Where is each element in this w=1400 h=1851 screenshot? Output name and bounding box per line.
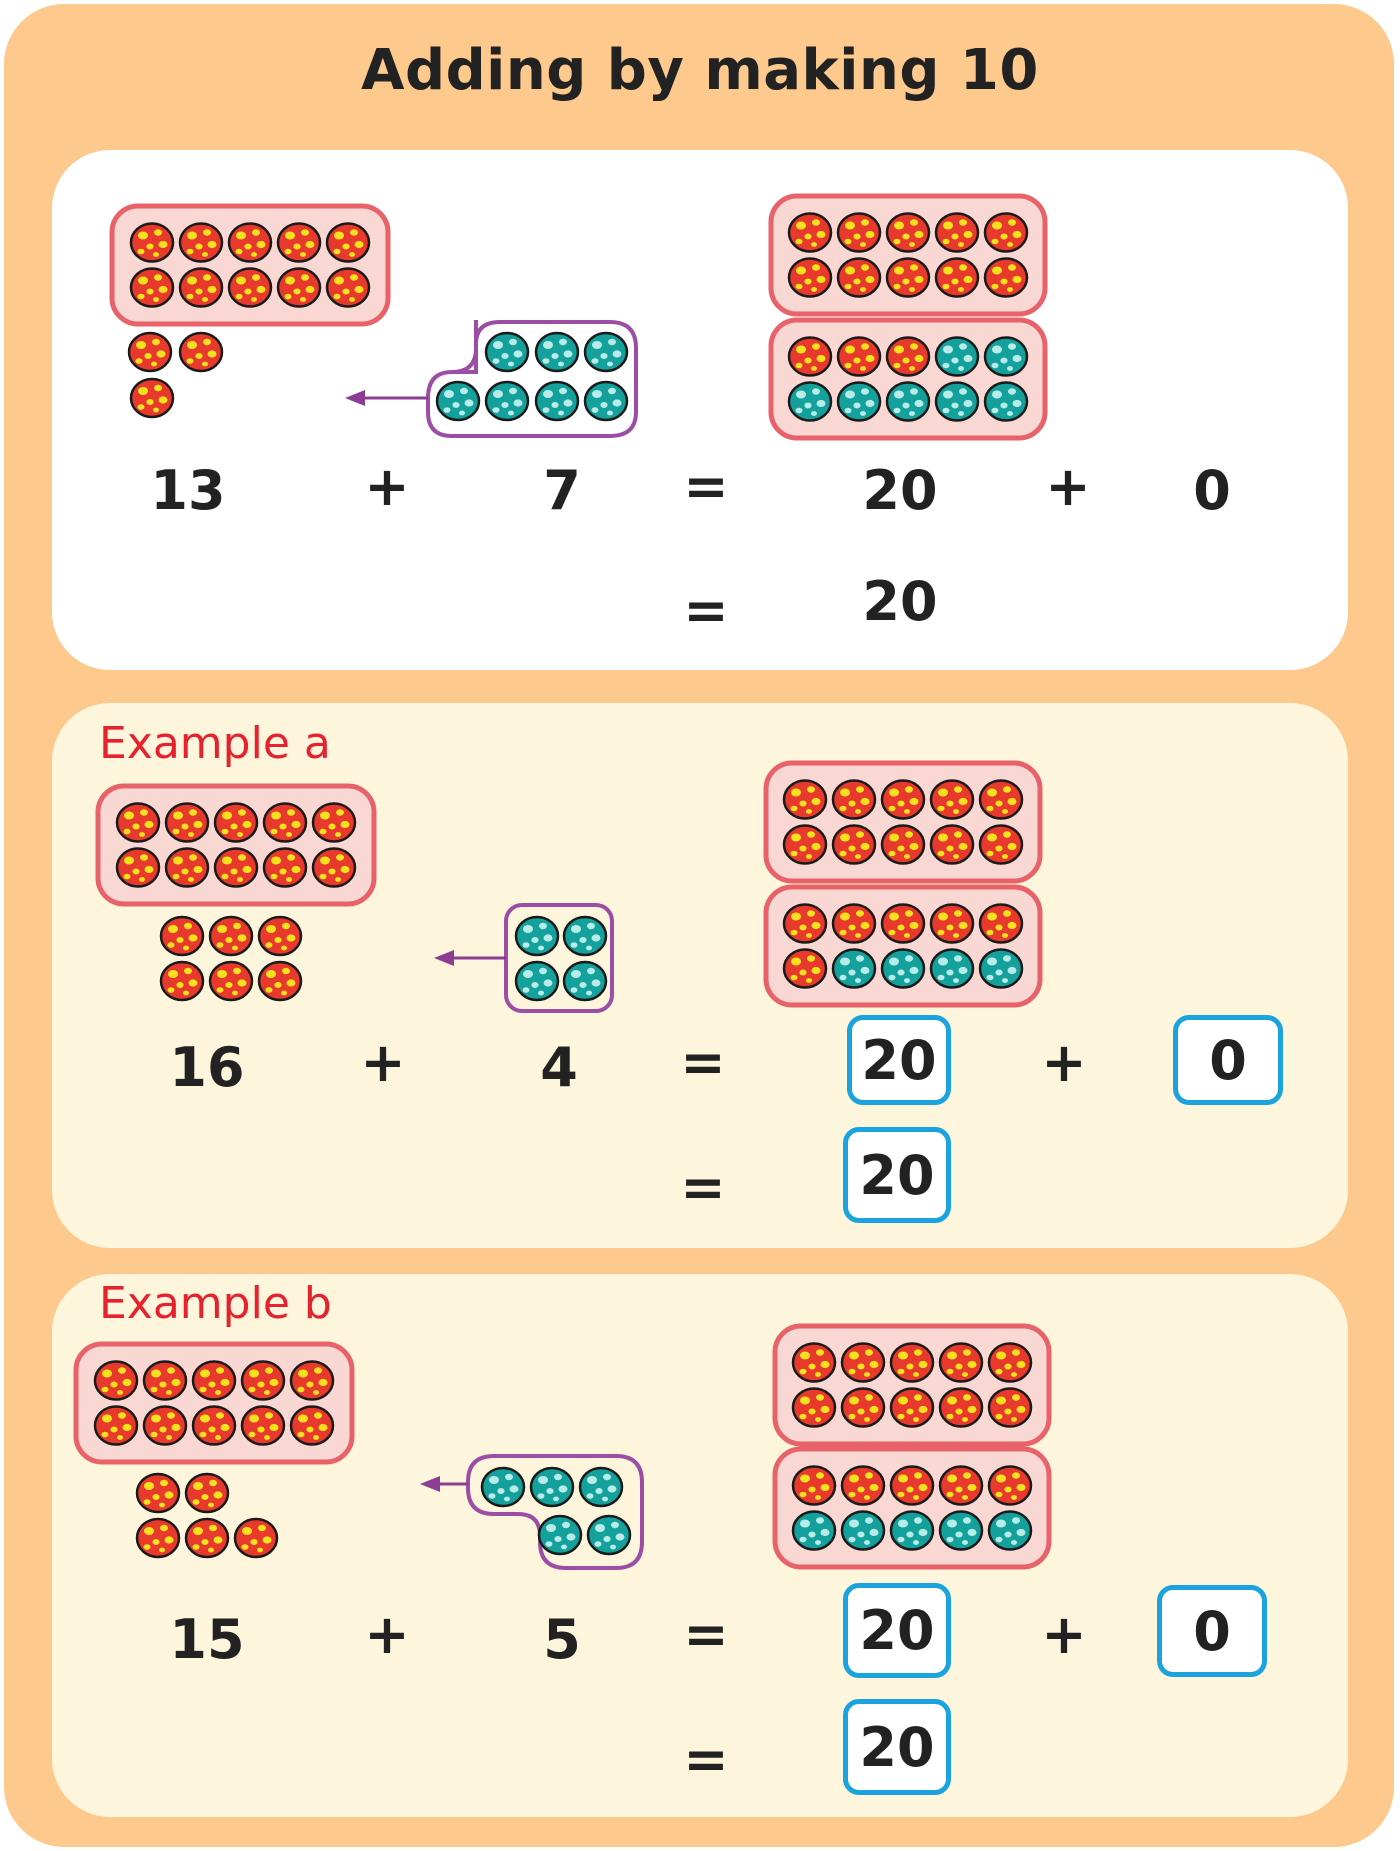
red-counter-icon — [137, 1519, 179, 1557]
teal-counter-icon — [842, 1512, 884, 1550]
red-counter-icon — [117, 804, 159, 842]
red-counter-icon — [882, 781, 924, 819]
red-counter-icon — [784, 950, 826, 988]
red-counter-icon — [887, 214, 929, 252]
red-counter-icon — [838, 338, 880, 376]
example-a-total-box: 20 — [843, 1127, 951, 1223]
red-counter-icon — [789, 338, 831, 376]
red-counter-icon — [931, 905, 973, 943]
teal-counter-icon — [588, 1516, 630, 1554]
red-counter-icon — [793, 1389, 835, 1427]
red-counter-icon — [95, 1362, 137, 1400]
red-counter-icon — [887, 259, 929, 297]
intro-plus-2: + — [1045, 455, 1091, 518]
red-counter-icon — [313, 804, 355, 842]
red-counter-icon — [833, 826, 875, 864]
red-counter-icon — [131, 224, 173, 262]
red-counter-icon — [833, 905, 875, 943]
teal-counter-icon — [931, 950, 973, 988]
example-a-plus-2: + — [1041, 1031, 1087, 1094]
teal-counter-icon — [580, 1468, 622, 1506]
teal-counter-icon — [887, 383, 929, 421]
red-counter-icon — [940, 1389, 982, 1427]
teal-counter-icon — [516, 917, 558, 955]
red-counter-icon — [784, 781, 826, 819]
red-counter-icon — [278, 224, 320, 262]
red-counter-icon — [891, 1344, 933, 1382]
red-counter-icon — [161, 962, 203, 1000]
example-b-plus-1: + — [364, 1603, 410, 1666]
example-b-tens-box: 20 — [843, 1583, 951, 1678]
page-title: Adding by making 10 — [361, 38, 1039, 103]
red-counter-icon — [186, 1474, 228, 1512]
red-counter-icon — [229, 224, 271, 262]
teal-counter-icon — [882, 950, 924, 988]
red-counter-icon — [291, 1407, 333, 1445]
red-counter-icon — [210, 962, 252, 1000]
red-counter-icon — [242, 1407, 284, 1445]
red-counter-icon — [278, 269, 320, 307]
red-counter-icon — [291, 1362, 333, 1400]
intro-equals-1: = — [683, 455, 729, 518]
teal-counter-icon — [486, 333, 528, 371]
example-b-total-box: 20 — [843, 1699, 951, 1795]
red-counter-icon — [882, 905, 924, 943]
red-counter-icon — [891, 1467, 933, 1505]
red-counter-icon — [838, 259, 880, 297]
teal-counter-icon — [980, 950, 1022, 988]
teal-counter-icon — [891, 1512, 933, 1550]
red-counter-icon — [180, 224, 222, 262]
red-counter-icon — [264, 849, 306, 887]
red-counter-icon — [210, 917, 252, 955]
red-counter-icon — [789, 259, 831, 297]
red-counter-icon — [882, 826, 924, 864]
arrow-left-icon — [434, 950, 454, 966]
red-counter-icon — [784, 905, 826, 943]
red-counter-icon — [144, 1362, 186, 1400]
red-counter-icon — [229, 269, 271, 307]
teal-counter-icon — [833, 950, 875, 988]
red-counter-icon — [985, 214, 1027, 252]
red-counter-icon — [936, 259, 978, 297]
example-b-equals-1: = — [683, 1603, 729, 1666]
red-counter-icon — [180, 269, 222, 307]
red-counter-icon — [215, 849, 257, 887]
intro-ones: 0 — [1193, 459, 1231, 522]
red-counter-icon — [931, 781, 973, 819]
teal-counter-icon — [838, 383, 880, 421]
example-a-equals-1: = — [680, 1031, 726, 1094]
example-b-addend-2: 5 — [543, 1608, 581, 1671]
example-a-tens-box: 20 — [847, 1015, 951, 1105]
intro-plus-1: + — [364, 455, 410, 518]
red-counter-icon — [784, 826, 826, 864]
teal-counter-icon — [536, 333, 578, 371]
red-counter-icon — [242, 1362, 284, 1400]
red-counter-icon — [131, 269, 173, 307]
red-counter-icon — [144, 1407, 186, 1445]
teal-counter-icon — [793, 1512, 835, 1550]
teal-counter-icon — [516, 962, 558, 1000]
red-counter-icon — [842, 1344, 884, 1382]
teal-counter-icon — [940, 1512, 982, 1550]
red-counter-icon — [259, 917, 301, 955]
teal-counter-icon — [531, 1468, 573, 1506]
teal-counter-icon — [789, 383, 831, 421]
red-counter-icon — [129, 333, 171, 371]
red-counter-icon — [327, 224, 369, 262]
teal-counter-icon — [585, 382, 627, 420]
example-a-label: Example a — [99, 718, 331, 769]
intro-equals-2: = — [683, 579, 729, 642]
red-counter-icon — [842, 1389, 884, 1427]
red-counter-icon — [235, 1519, 277, 1557]
red-counter-icon — [327, 269, 369, 307]
arrow-left-icon — [345, 390, 365, 406]
red-counter-icon — [838, 214, 880, 252]
teal-counter-icon — [989, 1512, 1031, 1550]
example-b-equals-2: = — [683, 1728, 729, 1791]
teal-counter-icon — [437, 382, 479, 420]
intro-total: 20 — [862, 570, 938, 633]
example-a-plus-1: + — [360, 1031, 406, 1094]
red-counter-icon — [313, 849, 355, 887]
red-counter-icon — [166, 849, 208, 887]
example-a-equals-2: = — [680, 1156, 726, 1219]
red-counter-icon — [842, 1467, 884, 1505]
red-counter-icon — [793, 1344, 835, 1382]
red-counter-icon — [789, 214, 831, 252]
red-counter-icon — [131, 379, 173, 417]
example-b-label: Example b — [99, 1278, 332, 1329]
red-counter-icon — [180, 333, 222, 371]
red-counter-icon — [161, 917, 203, 955]
teal-counter-icon — [536, 382, 578, 420]
teal-counter-icon — [936, 338, 978, 376]
red-counter-icon — [833, 781, 875, 819]
example-a-addend-2: 4 — [540, 1036, 578, 1099]
teal-counter-icon — [564, 917, 606, 955]
intro-addend-1: 13 — [150, 459, 226, 522]
red-counter-icon — [980, 826, 1022, 864]
red-counter-icon — [117, 849, 159, 887]
red-counter-icon — [940, 1344, 982, 1382]
red-counter-icon — [980, 781, 1022, 819]
red-counter-icon — [793, 1467, 835, 1505]
red-counter-icon — [215, 804, 257, 842]
intro-addend-2: 7 — [543, 459, 581, 522]
example-a-ones-box: 0 — [1173, 1015, 1283, 1105]
red-counter-icon — [95, 1407, 137, 1445]
red-counter-icon — [989, 1467, 1031, 1505]
example-b-ones-box: 0 — [1157, 1585, 1267, 1677]
red-counter-icon — [940, 1467, 982, 1505]
red-counter-icon — [887, 338, 929, 376]
red-counter-icon — [193, 1362, 235, 1400]
red-counter-icon — [166, 804, 208, 842]
teal-counter-icon — [486, 382, 528, 420]
red-counter-icon — [989, 1389, 1031, 1427]
example-b-addend-1: 15 — [169, 1608, 245, 1671]
intro-tens: 20 — [862, 459, 938, 522]
example-b-plus-2: + — [1041, 1603, 1087, 1666]
teal-counter-icon — [539, 1516, 581, 1554]
teal-counter-icon — [564, 962, 606, 1000]
red-counter-icon — [891, 1389, 933, 1427]
teal-counter-icon — [482, 1468, 524, 1506]
red-counter-icon — [264, 804, 306, 842]
red-counter-icon — [985, 259, 1027, 297]
red-counter-icon — [931, 826, 973, 864]
teal-counter-icon — [585, 333, 627, 371]
teal-counter-icon — [936, 383, 978, 421]
example-a-addend-1: 16 — [169, 1036, 245, 1099]
teal-counter-icon — [985, 338, 1027, 376]
red-counter-icon — [259, 962, 301, 1000]
red-counter-icon — [137, 1474, 179, 1512]
red-counter-icon — [186, 1519, 228, 1557]
red-counter-icon — [989, 1344, 1031, 1382]
red-counter-icon — [193, 1407, 235, 1445]
red-counter-icon — [936, 214, 978, 252]
arrow-left-icon — [420, 1476, 440, 1492]
red-counter-icon — [980, 905, 1022, 943]
teal-counter-icon — [985, 383, 1027, 421]
